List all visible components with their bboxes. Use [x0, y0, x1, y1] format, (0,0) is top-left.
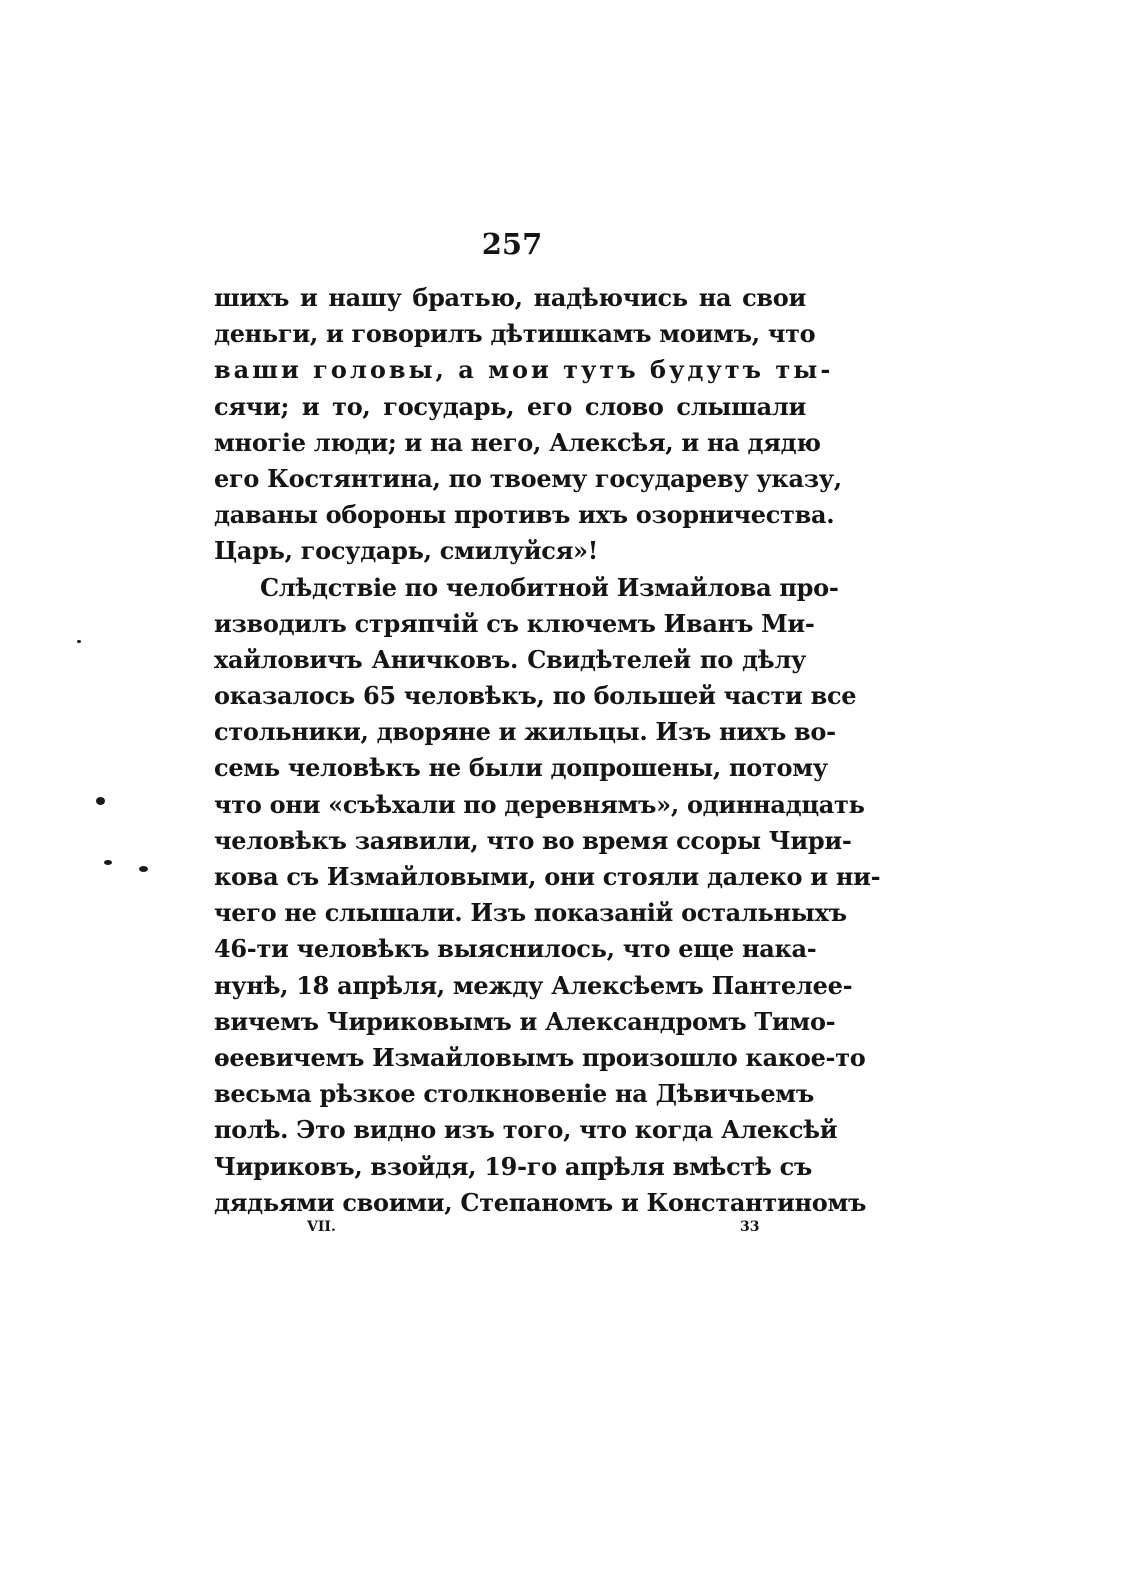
- text-line: семь человѣкъ не были допрошены, потому: [214, 753, 828, 783]
- text-line: изводилъ стряпчiй съ ключемъ Иванъ Ми-: [214, 608, 815, 638]
- text-line: ѳеевичемъ Измайловымъ произошло какое-то: [214, 1042, 866, 1072]
- body-text: [214, 280, 881, 1221]
- text-line: деньги, и говорилъ дѣтишкамъ моимъ, что: [214, 319, 816, 349]
- text-line: дядьями своими, Степаномъ и Константиномъ: [214, 1187, 867, 1217]
- text-line: весьма рѣзкое столкновенiе на Дѣвичьемъ: [214, 1079, 814, 1109]
- text-line: даваны обороны противъ ихъ озорничества.: [214, 500, 835, 530]
- text-line: человѣкъ заявили, что во время ссоры Чири-: [214, 825, 852, 855]
- ink-speck: [139, 866, 148, 872]
- text-line: оказалось 65 человѣкъ, по большей части все: [214, 681, 857, 711]
- page-number: 257: [481, 227, 543, 261]
- text-line: многiе люди; и на него, Алексѣя, и на дядю: [214, 427, 821, 457]
- text-line: его Костянтина, по твоему государеву указу,: [214, 463, 842, 493]
- text-line: чего не слышали. Изъ показанiй остальныхъ: [214, 898, 847, 928]
- text-line: полѣ. Это видно изъ того, что когда Алексѣй: [214, 1115, 838, 1145]
- text-line: хайловичъ Аничковъ. Свидѣтелей по дѣлу: [214, 644, 806, 674]
- text-line: стольники, дворяне и жильцы. Изъ нихъ во-: [214, 717, 836, 747]
- text-line: ваши головы, а мои тутъ будутъ ты-: [214, 355, 834, 385]
- ink-speck: [77, 640, 81, 643]
- text-line: нунѣ, 18 апрѣля, между Алексѣемъ Пантелее-: [214, 970, 853, 1000]
- text-line: сячи; и то, государь, его слово слышали: [214, 391, 806, 421]
- text-line: Слѣдствiе по челобитной Измайлова про-: [260, 572, 839, 602]
- text-line: 46-ти человѣкъ выяснилось, что еще нака-: [214, 934, 817, 964]
- text-line: Чириковъ, взойдя, 19-го апрѣля вмѣстѣ съ: [214, 1151, 813, 1181]
- text-line: шихъ и нашу братью, надѣючись на свои: [214, 283, 806, 312]
- signature-mark-right: 33: [740, 1219, 760, 1235]
- text-line: что они «съѣхали по деревнямъ», одиннадцать: [214, 789, 865, 819]
- text-line: вичемъ Чириковымъ и Александромъ Тимо-: [214, 1006, 836, 1036]
- ink-speck: [96, 797, 105, 805]
- ink-speck: [104, 860, 112, 865]
- signature-mark-left: VII.: [307, 1219, 336, 1235]
- text-line: Царь, государь, смилуйся»!: [214, 536, 598, 566]
- text-line: кова съ Измайловыми, они стояли далеко и ни-: [214, 862, 881, 891]
